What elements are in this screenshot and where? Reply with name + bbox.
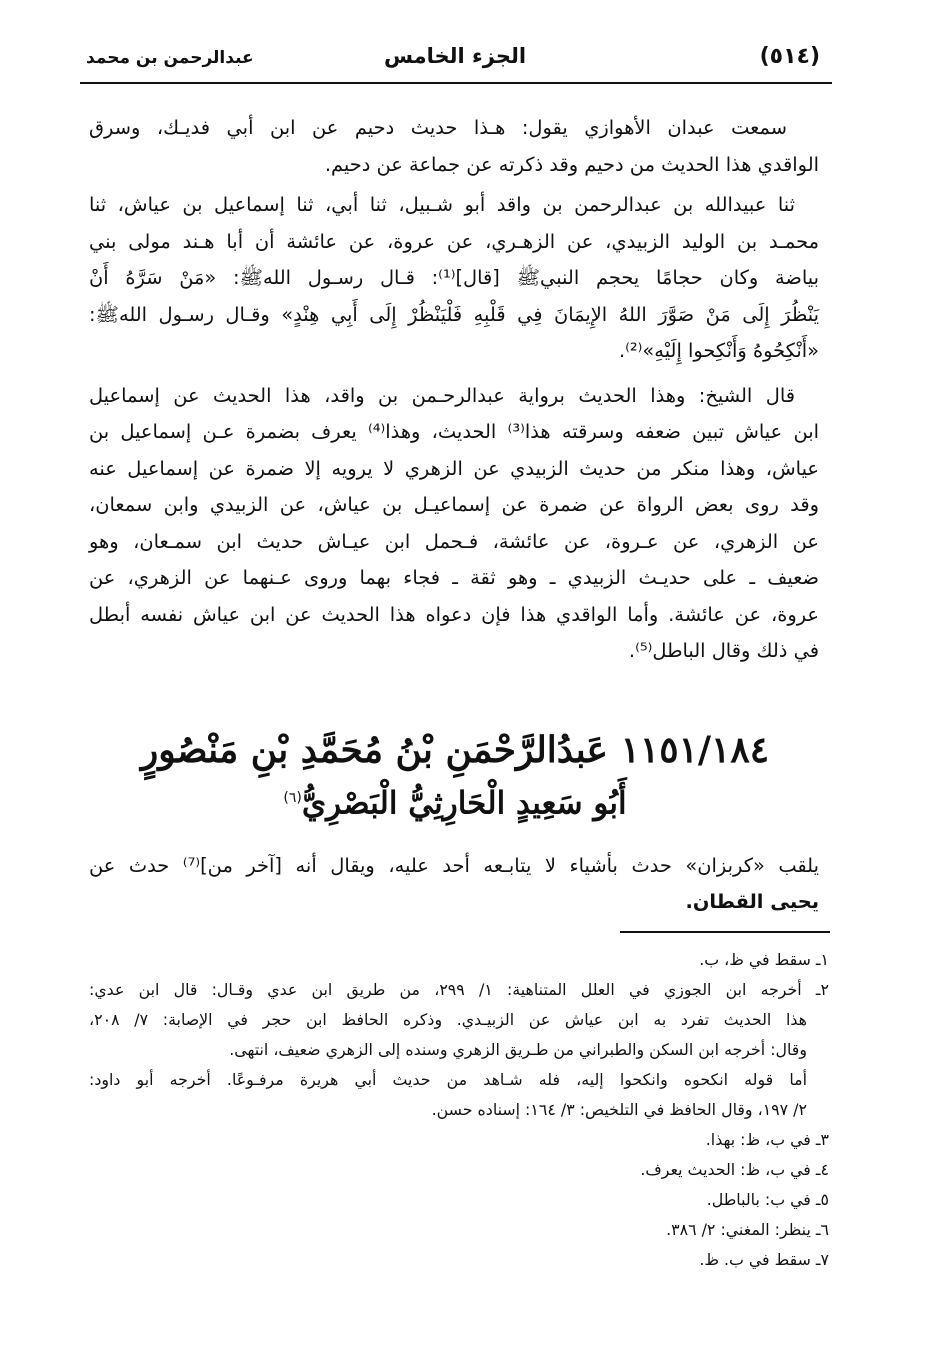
biography-name: أَبُو سَعِيدٍ الْحَارِثِيُّ الْبَصْرِيُّ	[301, 785, 627, 822]
biography-heading	[80, 724, 830, 825]
hadith-text: يَنْظُرَ إِلَى مَنْ صَوَّرَ اللهُ الإِيمَانَ فِي قَلْبِهِ فَلْيَنْظُرْ إِلَى أَبِي هِنْدٍ» وقـال رسـول اللهﷺ:	[89, 302, 819, 326]
footnote: ٧ـ سقط في ب. ظ.	[699, 1250, 829, 1269]
footnote: ٦ـ ينظر: المغني: ٢/ ٣٨٦.	[666, 1220, 829, 1239]
footnote: ٣ـ في ب، ظ: بهذا.	[705, 1130, 829, 1149]
text-line: الواقدي هذا الحديث من دحيم وقد ذكرته عن جماعة عن دحيم.	[324, 152, 819, 176]
text-line: ابن عياش تبين ضعفه وسرقته هذا⁽³⁾ الحديث، وهذا⁽⁴⁾ يعرف بضمرة عـن إسماعيل بن	[89, 420, 819, 443]
main-text	[89, 110, 819, 670]
footnote-continuation: أما قوله انكحوه وانكحوا إليه، فله شـاهد من حديث أبي هريرة مرفـوعًا. أخرجه أبو داود:	[89, 1070, 807, 1089]
footnote: ٥ـ في ب: بالباطل.	[706, 1190, 829, 1209]
text-line: في ذلك وقال الباطل⁽⁵⁾.	[628, 639, 819, 662]
text-line: قال الشيخ: وهذا الحديث برواية عبدالرحـمن بن واقد، هذا الحديث عن إسماعيل	[89, 383, 795, 407]
footnote-continuation: وقال: أخرجه ابن السكن والطبراني من طـريق الزهري وسنده إلى الزهري ضعيف، انتهى.	[229, 1040, 807, 1059]
running-title: عبدالرحمن بن محمد	[86, 48, 254, 68]
text-line: عروة، عن عائشة. وأما الواقدي هذا فإن دعواه هذا الحديث عن ابن عياش نفسه أبطل	[89, 602, 819, 626]
text-line: يحيى القطان.	[685, 890, 819, 913]
biography-title-line1: ١١٥١/١٨٤ عَبدُالرَّحْمَنِ بْنُ مُحَمَّدِ بْنِ مَنْصُورٍ	[140, 729, 770, 771]
page-number: (٥١٤)	[759, 44, 820, 69]
text-line: محمـد بن الوليد الزبيدي، عن الزهـري، عن عروة، عن عائشة أن أبا هـند مولى بني	[89, 229, 819, 253]
footnote-continuation: ٢/ ١٩٧، وقال الحافظ في التلخيص: ٣/ ١٦٤: إسناده حسن.	[431, 1100, 807, 1119]
text-line: عن الزهري، عن عـروة، عن عائشة، فـحمل ابن عيـاش حديث ابن سمـعان، وهو	[89, 529, 819, 553]
footnote: ٢ـ أخرجه ابن الجوزي في العلل المتناهية: ١/ ٢٩٩، من طريق ابن عدي وقـال: قال ابن عدي:	[89, 980, 829, 999]
text-line: ثنا عبيدالله بن عبدالرحمن بن واقد أبو شـبيل، ثنا أبي، ثنا إسماعيل بن عياش، ثنا	[89, 193, 795, 216]
header-divider	[80, 82, 832, 84]
biography-title-line2	[80, 776, 830, 825]
text-line: يلقب «كربزان» حدث بأشياء لا يتابـعه أحد عليه، ويقال أنه [آخر من]⁽⁷⁾ حدث عن	[89, 854, 819, 877]
text-line: وقد روى بعض الرواة عن ضمرة عن إسماعيـل بن عياش، عن الزبيدي وابن سمعان،	[89, 493, 819, 516]
footnote-marker: (٦)	[283, 790, 302, 806]
text-line: عياش، وهذا منكر من حديث الزبيدي عن الزهري لا يرويه إلا ضمرة عن إسماعيل عنه	[89, 456, 819, 480]
text-line: سمعت عبدان الأهوازي يقول: هـذا حديث دحيم عن ابن أبي فديـك، وسرق	[89, 116, 787, 139]
running-header	[80, 38, 830, 78]
hadith-text: «أَنْكِحُوهُ وَأَنْكِحوا إِلَيْهِ»⁽²⁾.	[618, 339, 819, 362]
footnote-divider	[620, 931, 830, 933]
footnotes	[89, 945, 829, 1275]
volume-title: الجزء الخامس	[383, 44, 527, 68]
text-line: ضعيف ـ على حديـث الزبيدي ـ وهو ثقة ـ فجاء بهما وروى عـنهما عن الزهري، عن	[89, 566, 819, 589]
biography-text	[89, 848, 819, 920]
footnote-continuation: هذا الحديث تفرد به ابن عياش عن الزبيـدي. وذكره الحافظ ابن حجر في الإصابة: ٧/ ٢٠٨،	[89, 1010, 807, 1029]
text-line: بياضة وكان حجامًا يحجم النبيﷺ [قال]⁽¹⁾: قـال رسـول اللهﷺ: «مَنْ سَرَّهُ أَنْ	[89, 266, 819, 289]
footnote: ١ـ سقط في ظ، ب.	[699, 950, 829, 969]
footnote: ٤ـ في ب، ظ: الحديث يعرف.	[640, 1160, 829, 1179]
